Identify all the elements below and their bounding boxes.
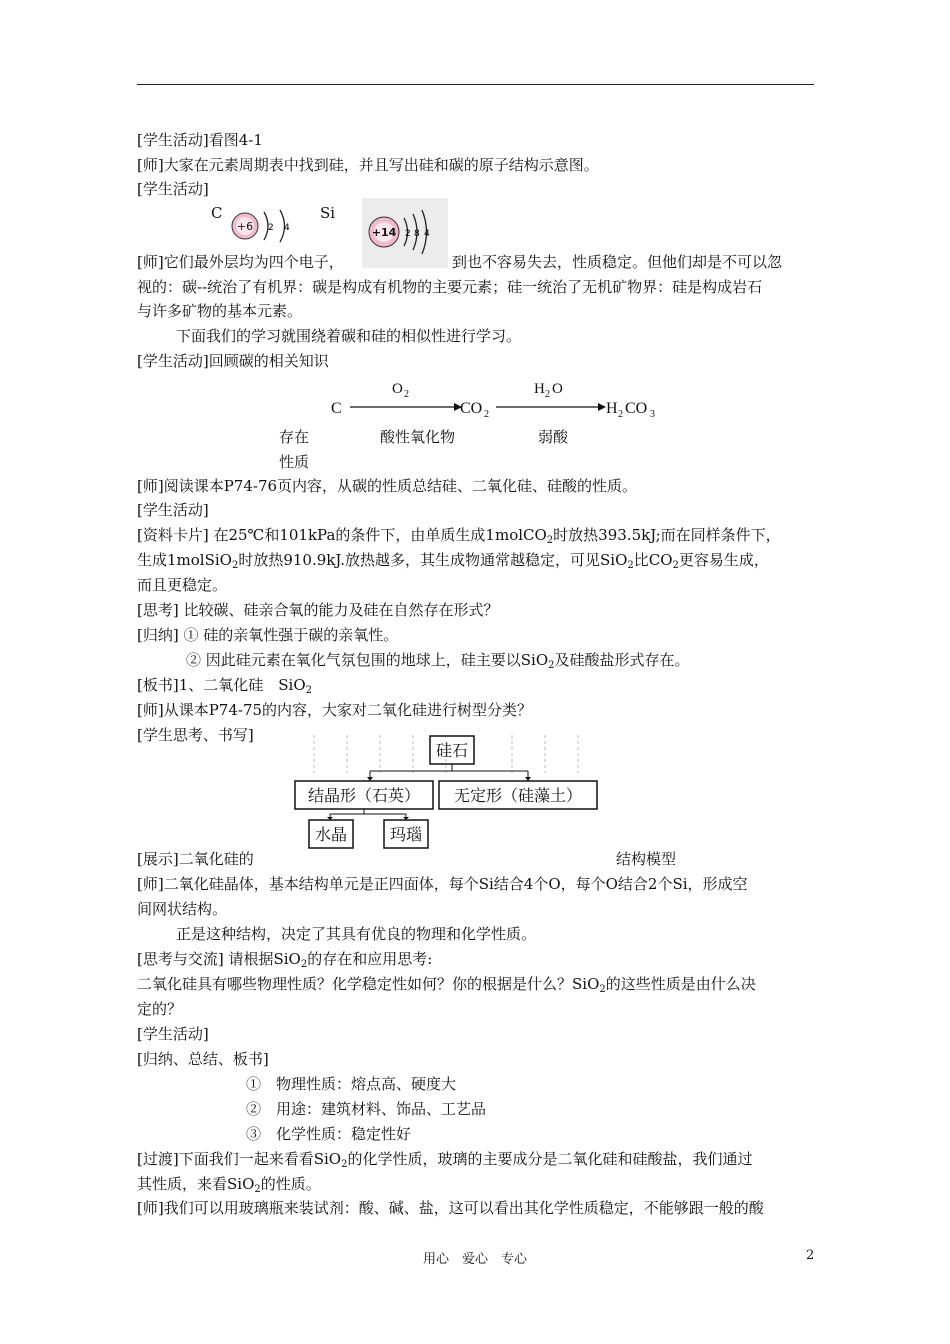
eq-label-weak-acid: 弱酸 xyxy=(538,428,569,446)
silicon-shell-2: 8 xyxy=(414,229,420,239)
tree-crystal: 水晶 xyxy=(314,825,348,844)
eq-acid-h: H xyxy=(606,400,618,417)
text-line: [过渡]下面我们一起来看看SiO$_2$的化学性质，玻璃的主要成分是二氧化硅和硅酸盐，我们通过 xyxy=(137,1150,753,1170)
carbon-symbol: C xyxy=(211,204,223,222)
eq-label-acidic-oxide: 酸性氧化物 xyxy=(380,428,456,446)
text-line: 二氧化硅具有哪些物理性质？化学稳定性如何？你的根据是什么？SiO$_2$的这些性质是由什么决 xyxy=(137,975,756,995)
silicon-atom-diagram xyxy=(362,198,448,268)
silicon-shell-3: 4 xyxy=(424,229,430,239)
text-line: ② 因此硅元素在氧化气氛包围的地球上，硅主要以SiO$_2$及硅酸盐形式存在。 xyxy=(186,651,690,671)
text-line: 视的：碳--统治了有机界：碳是构成有机物的主要元素；硅一统治了无机矿物界：硅是构成岩石 xyxy=(137,278,763,296)
carbon-atom-diagram xyxy=(228,204,298,248)
eq-acid-h-sub: 2 xyxy=(618,409,623,420)
eq-o: O xyxy=(392,381,403,397)
eq-c: C xyxy=(331,400,342,417)
text-line: 间网状结构。 xyxy=(137,900,228,918)
carbon-shell-1: 2 xyxy=(268,223,274,233)
text-line: 结构模型 xyxy=(616,850,677,868)
text-line: [师]阅读课本P74-76页内容，从碳的性质总结硅、二氧化硅、硅酸的性质。 xyxy=(137,477,638,495)
eq-co: CO xyxy=(460,400,483,417)
text-line: ③ 化学性质：稳定性好 xyxy=(246,1125,412,1143)
eq-label-prop: 性质 xyxy=(279,453,310,471)
text-line: [师]我们可以用玻璃瓶来装试剂：酸、碱、盐，这可以看出其化学性质稳定，不能够跟一般的酸 xyxy=(137,1199,764,1217)
eq-h: H xyxy=(534,381,545,397)
carbon-nucleus: +6 xyxy=(236,220,254,233)
text-line: 定的？ xyxy=(137,1000,183,1018)
eq-acid-sub: 3 xyxy=(650,409,655,420)
carbon-reaction-chain xyxy=(330,376,670,420)
text-line: [板书]1、二氧化硅 SiO$_2$ xyxy=(137,676,312,696)
text-line: [学生活动] xyxy=(137,1025,209,1043)
text-line: [师]它们最外层均为四个电子， xyxy=(137,253,344,271)
text-line: [思考与交流] 请根据SiO$_2$的存在和应用思考: xyxy=(137,950,433,970)
text-line: [师]从课本P74-75的内容，大家对二氧化硅进行树型分类？ xyxy=(137,701,533,719)
tree-amorphous: 无定形（硅藻土） xyxy=(453,786,583,805)
carbon-shell-2: 4 xyxy=(284,223,290,233)
text-line: [学生活动] xyxy=(137,180,209,198)
text-line: [师]二氧化硅晶体，基本结构单元是正四面体，每个Si结合4个O，每个O结合2个Si，形成空 xyxy=(137,875,748,893)
text-line: [学生活动]回顾碳的相关知识 xyxy=(137,352,329,370)
tree-crystalline: 结晶形（石英） xyxy=(307,786,421,805)
header-rule xyxy=(137,84,814,85)
text-line: 下面我们的学习就围绕着碳和硅的相似性进行学习。 xyxy=(176,327,522,345)
text-line: [学生思考、书写] xyxy=(137,726,254,744)
tree-root: 硅石 xyxy=(435,741,469,760)
eq-water-o: O xyxy=(552,381,563,397)
page-footer: 用心 爱心 专心 xyxy=(422,1252,527,1267)
text-line: [师]大家在元素周期表中找到硅，并且写出硅和碳的原子结构示意图。 xyxy=(137,156,599,174)
text-line: 正是这种结构，决定了其具有优良的物理和化学性质。 xyxy=(176,925,537,943)
text-line: ② 用途：建筑材料、饰品、工艺品 xyxy=(246,1100,487,1118)
text-line: 生成1molSiO$_2$时放热910.9kJ.放热越多，其生成物通常越稳定，可见SiO$_2$比$CO_2$更容易生成， xyxy=(137,551,769,571)
text-line: 与许多矿物的基本元素。 xyxy=(137,302,303,320)
text-line: [学生活动] xyxy=(137,501,209,519)
text-line: [学生活动]看图4-1 xyxy=(137,131,263,149)
text-line: [归纳] ① 硅的亲氧性强于碳的亲氧性。 xyxy=(137,626,399,644)
eq-h-sub: 2 xyxy=(545,389,550,400)
eq-co-sub: 2 xyxy=(484,409,489,420)
eq-o-sub: 2 xyxy=(404,389,409,400)
text-line: [展示]二氧化硅的 xyxy=(137,850,254,868)
text-line: [归纳、总结、板书] xyxy=(137,1050,269,1068)
eq-label-exist: 存在 xyxy=(279,428,310,446)
silicon-nucleus: +14 xyxy=(371,226,397,239)
silicon-shell-1: 2 xyxy=(405,229,411,239)
text-line: 而且更稳定。 xyxy=(137,576,228,594)
text-line: 到也不容易失去，性质稳定。但他们却是不可以忽 xyxy=(452,253,783,271)
tree-agate: 玛瑙 xyxy=(389,825,423,844)
text-line: 其性质，来看SiO$_2$的性质。 xyxy=(137,1175,321,1195)
text-line: [思考] 比较碳、硅亲合氧的能力及硅在自然存在形式？ xyxy=(137,601,499,619)
silicon-symbol: Si xyxy=(320,204,336,222)
eq-acid-co: CO xyxy=(625,400,648,417)
text-line: ① 物理性质：熔点高、硬度大 xyxy=(246,1075,457,1093)
text-line: [资料卡片] 在25℃和101kPa的条件下，由单质生成1molCO$_2$时放热393.5kJ;而在同样条件下， xyxy=(137,526,781,546)
page-number: 2 xyxy=(806,1248,815,1263)
silica-classification-tree xyxy=(292,733,612,853)
